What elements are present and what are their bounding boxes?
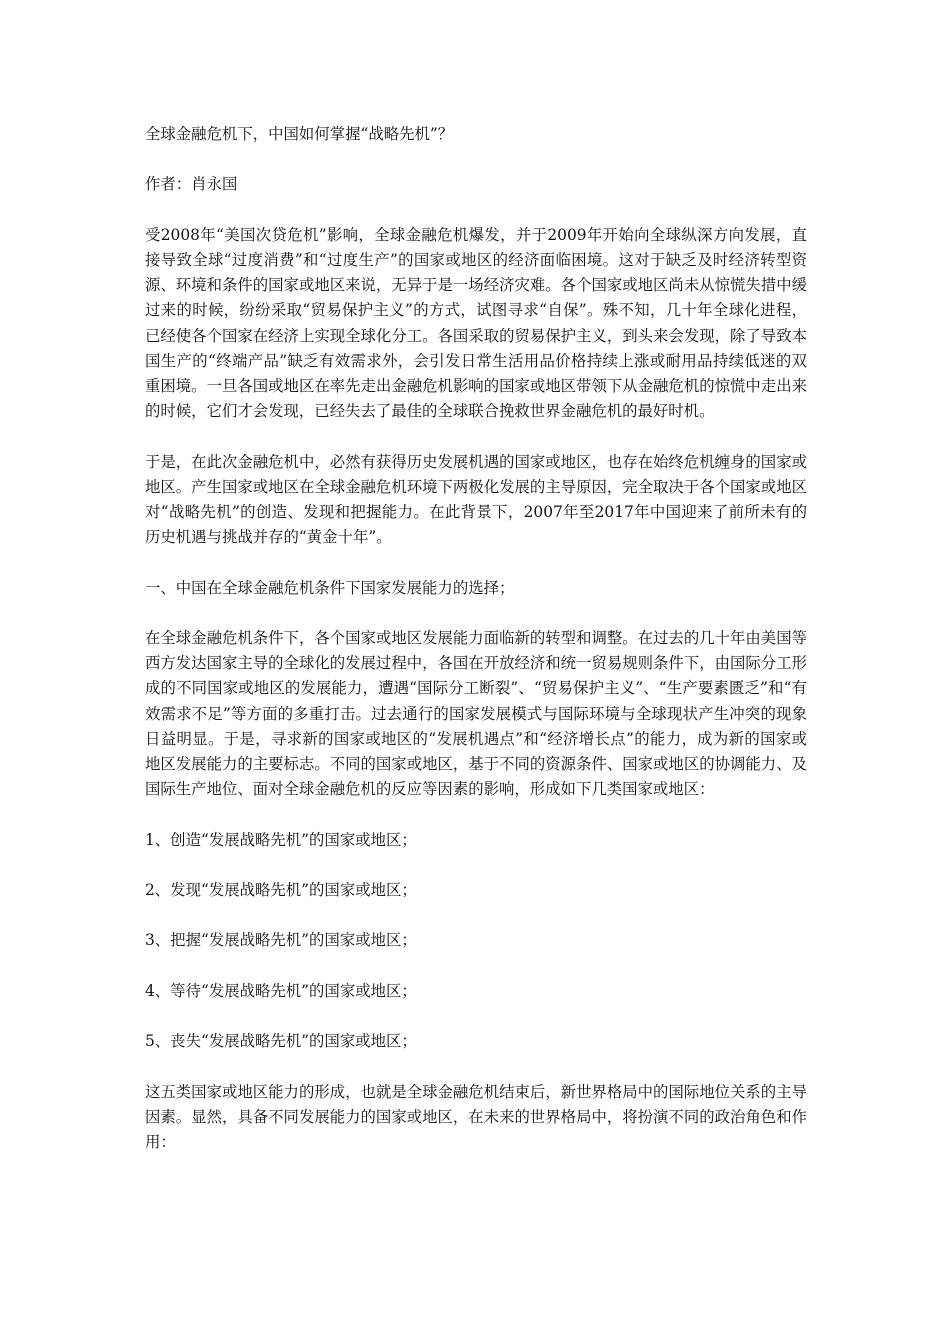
list-item-4: 4、等待“发展战略先机”的国家或地区； — [145, 981, 417, 1000]
paragraph-development-ability: 在全球金融危机条件下，各个国家或地区发展能力面临新的转型和调整。在过去的几十年由美国等西方发达国家主导的全球化的发展过程中，各国在开放经济和统一贸易规则条件下，由国际分工形成的不同国家或地区的发展能力，遭遇“国际分工断裂”、“贸易保护主义”、“生产要素匮乏”和“有效需求不足”等方面的多重打击。过去通行的国家发展模式与国际环境与全球现状产生冲突的现象日益明显。于是，寻求新的国家或地区的“发展机遇点”和“经济增长点”的能力，成为新的国家或地区发展能力的主要标志。不同的国家或地区，基于不同的资源条件、国家或地区的协调能力、及国际生产地位、面对全球金融危机的反应等因素的影响，形成如下几类国家或地区： — [145, 628, 807, 799]
paragraph-conclusion: 这五类国家或地区能力的形成，也就是全球金融危机结束后，新世界格局中的国际地位关系的主导因素。显然，具备不同发展能力的国家或地区，在未来的世界格局中，将扮演不同的政治角色和作用： — [145, 1082, 807, 1151]
list-item-1: 1、创造“发展战略先机”的国家或地区； — [145, 830, 417, 849]
list-item-2: 2、发现“发展战略先机”的国家或地区； — [145, 880, 417, 899]
section-heading-1: 一、中国在全球金融危机条件下国家发展能力的选择； — [145, 578, 515, 597]
list-item-3: 3、把握“发展战略先机”的国家或地区； — [145, 931, 417, 950]
paragraph-background: 于是，在此次金融危机中，必然有获得历史发展机遇的国家或地区，也存在始终危机缠身的国家或地区。产生国家或地区在全球金融危机环境下两极化发展的主导原因，完全取决于各个国家或地区对“战略先机”的创造、发现和把握能力。在此背景下，2007年至2017年中国迎来了前所未有的历史机遇与挑战并存的“黄金十年”。 — [145, 452, 807, 547]
paragraph-intro: 受2008年“美国次贷危机”影响，全球金融危机爆发，并于2009年开始向全球纵深方向发展，直接导致全球“过度消费”和“过度生产”的国家或地区的经济面临困境。这对于缺乏及时经济转型资源、环境和条件的国家或地区来说，无异于是一场经济灾难。各个国家或地区尚未从惊慌失措中缓过来的时候，纷纷采取“贸易保护主义”的方式，试图寻求“自保”。殊不知，几十年全球化进程，已经使各个国家在经济上实现全球化分工。各国采取的贸易保护主义，到头来会发现，除了导致本国生产的“终端产品”缺乏有效需求外，会引发日常生活用品价格持续上涨或耐用品持续低迷的双重困境。一旦各国或地区在率先走出金融危机影响的国家或地区带领下从金融危机的惊慌中走出来的时候，它们才会发现，已经失去了最佳的全球联合挽救世界金融危机的最好时机。 — [145, 225, 807, 421]
document-page — [145, 122, 807, 1180]
article-author: 作者：肖永国 — [145, 175, 238, 194]
list-item-5: 5、丧失“发展战略先机”的国家或地区； — [145, 1032, 417, 1051]
article-title: 全球金融危机下，中国如何掌握“战略先机”？ — [145, 125, 454, 143]
